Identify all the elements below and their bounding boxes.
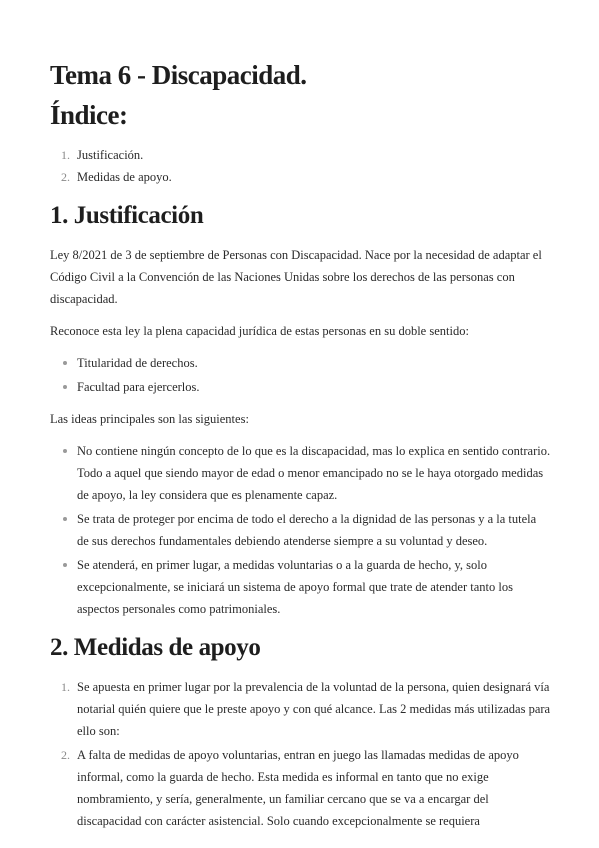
index-heading: Índice: (50, 100, 128, 130)
bullet-icon (63, 517, 67, 521)
list-item (50, 376, 551, 398)
paragraph: Reconoce esta ley la plena capacidad jurídica de estas personas en su doble sentido: (50, 324, 469, 338)
index-item-number: 2. (61, 170, 70, 184)
bullet-icon (63, 563, 67, 567)
list-item (50, 508, 551, 552)
paragraph: Ley 8/2021 de 3 de septiembre de Personas con Discapacidad. Nace por la necesidad de adaptar el Código Civil a la Convención de las Naciones Unidas sobre los derechos de las personas con discapacidad. (50, 248, 542, 306)
list-item-text: Se atenderá, en primer lugar, a medidas voluntarias o a la guarda de hecho, y, solo excepcionalmente, se iniciará un sistema de apoyo formal que trate de atender tanto los aspectos personales como patrimoniales. (77, 558, 513, 616)
list-item (50, 744, 551, 832)
bullet-icon (63, 361, 67, 365)
document-title: Tema 6 - Discapacidad. (50, 60, 307, 90)
bullet-list (50, 440, 551, 620)
index-item[interactable] (50, 166, 551, 188)
list-item (50, 676, 551, 742)
list-item-text: Se trata de proteger por encima de todo el derecho a la dignidad de las personas y a la tutela de sus derechos fundamentales debiendo atenderse siempre a su voluntad y deseo. (77, 512, 537, 548)
list-item-text: Titularidad de derechos. (77, 356, 198, 370)
list-item-text: Facultad para ejercerlos. (77, 380, 200, 394)
paragraph: Las ideas principales son las siguientes: (50, 412, 249, 426)
list-item (50, 352, 551, 374)
list-item (50, 554, 551, 620)
list-item-number: 2. (61, 748, 70, 762)
bullet-list (50, 352, 551, 398)
bullet-icon (63, 385, 67, 389)
index-item-label: Medidas de apoyo. (77, 170, 172, 184)
index-list (50, 144, 551, 188)
list-item (50, 440, 551, 506)
numbered-list (50, 676, 551, 832)
bullet-icon (63, 449, 67, 453)
index-item-number: 1. (61, 148, 70, 162)
section-heading-medidas: 2. Medidas de apoyo (50, 634, 261, 661)
list-item-text: A falta de medidas de apoyo voluntarias, entran en juego las llamadas medidas de apoyo informal, como la guarda de hecho. Esta medida es informal en tanto que no exige nombramiento, y sería, generalmente, un familiar cercano que se va a encargar del discapacidad con carácter asistencial. Solo cuando excepcionalmente se requiera (77, 748, 519, 828)
list-item-text: Se apuesta en primer lugar por la prevalencia de la voluntad de la persona, quien designará vía notarial quién quiere que le preste apoyo y con qué alcance. Las 2 medidas más utilizadas para ello son: (77, 680, 551, 738)
section-heading-justificacion: 1. Justificación (50, 202, 204, 229)
list-item-text: No contiene ningún concepto de lo que es la discapacidad, mas lo explica en sentido contrario. Todo a aquel que siendo mayor de edad o menor emancipado no se le haya otorgado medidas de apoyo, la ley considera que es plenamente capaz. (77, 444, 551, 502)
index-item[interactable] (50, 144, 551, 166)
list-item-number: 1. (61, 680, 70, 694)
index-item-label: Justificación. (77, 148, 144, 162)
